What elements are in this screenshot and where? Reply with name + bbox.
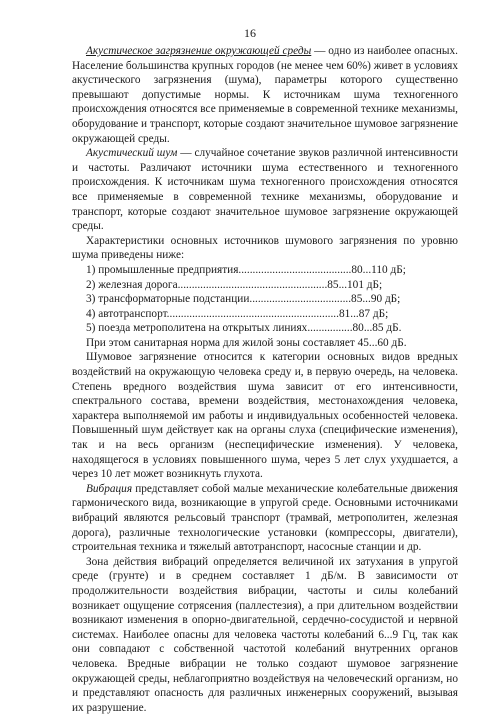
list-item-value: 81...87 дБ;	[338, 307, 389, 320]
term-acoustic-pollution: Акустическое загрязнение окружающей среды	[86, 45, 312, 57]
paragraph-text: — одно из наиболее опасных. Население большинства крупных городов (не менее чем 60%) живет в условиях акустического загрязнения (шума), параметры которого существенно превышают допустимые нормы. К источникам шума техногенного происхождения относятся все применяемые в современной технике механизмы, оборудование и транспорт, которые создают значительное шумовое загрязнение окружающей среды.	[72, 45, 458, 145]
leader-dots: ........................................	[238, 263, 352, 276]
sanitary-norm-line: При этом санитарная норма для жилой зоны составляет 45...60 дБ.	[86, 336, 407, 349]
list-item	[72, 278, 458, 293]
page-number: 16	[244, 26, 256, 40]
leader-dots: ................	[307, 322, 353, 335]
list-item-value: 80...85 дБ.	[352, 322, 402, 335]
paragraph-vibration	[72, 482, 458, 555]
term-acoustic-noise: Акустический шум	[86, 147, 178, 160]
page-body	[72, 44, 458, 715]
list-item-label: 5) поезда метрополитена на открытых линиях	[86, 322, 308, 335]
leader-dots: .............................................................	[166, 307, 339, 320]
list-item	[72, 321, 458, 336]
list-item-label: 2) железная дорога	[86, 278, 178, 291]
paragraph-vibration-zone: Зона действия вибраций определяется величиной их затухания в упругой среде (грунте) и в среднем составляет 1 дБ/м. В зависимости от продолжительности воздействия вибрации, частоты и силы колебаний возникает ощущение сотрясения (паллестезия), а при длительном воздействии возникают изменения в опорно-двигательной, сердечно-сосудистой и нервной системах. Наиболее опасны для человека частоты колебаний 6...9 Гц, так как они совпадают с собственной частотой колебаний внутренних органов человека. Вредные вибрации не только создают шумовое загрязнение окружающей среды, неблагоприятно воздействуя на человеческий организм, но и представляют опасность для различных инженерных сооружений, вызывая их разрушение.	[72, 555, 458, 714]
term-vibration: Вибрация	[86, 482, 133, 495]
leader-dots: .....................................................	[177, 278, 328, 291]
paragraph-noise-impact: Шумовое загрязнение относится к категории основных видов вредных воздействий на окружающую человека среду и, в первую очередь, на человека. Степень вредного воздействия шума зависит от его интенсивности, спектрального состава, времени воздействия, местонахождения человека, характера выполняемой им работы и индивидуальных особенностей человека. Повышенный шум действует как на органы слуха (специфические изменения), так и на весь организм (неспецифические изменения). У человека, находящегося в условиях повышенного шума, через 5 лет слух ухудшается, а через 10 лет может возникнуть глухота.	[72, 351, 458, 481]
paragraph-acoustic-noise	[72, 146, 458, 234]
noise-levels-list	[72, 263, 458, 336]
list-item	[72, 307, 458, 322]
list-item-label: 4) автотранспорт	[86, 307, 167, 320]
list-item	[72, 292, 458, 307]
list-item-value: 80...110 дБ;	[351, 263, 406, 276]
paragraph-acoustic-pollution	[72, 44, 458, 146]
paragraph-text: — случайное сочетание звуков различной интенсивности и частоты. Различают источники шума естественного и техногенного происхождения. К источникам шума техногенного происхождения относятся все применяемые в современной технике механизмы, оборудование и транспорт, которые создают значительное шумовое загрязнение окружающей среды.	[72, 147, 458, 233]
list-item	[72, 263, 458, 278]
list-item-value: 85...90 дБ;	[351, 293, 401, 306]
list-item-label: 3) трансформаторные подстанции	[86, 293, 250, 306]
leader-dots: ....................................	[249, 293, 352, 306]
paragraph-text: представляет собой малые механические колебательные движения гармонического вида, возникающие в упругой среде. Основными источниками вибраций являются рельсовый транспорт (трамвай, метрополитен, железная дорога), различные технологические установки (компрессоры, двигатели), строительная техника и тяжелый автотранспорт, насосные станции и др.	[72, 482, 458, 554]
list-item-value: 85...101 дБ;	[327, 278, 383, 291]
paragraph-noise-sources-intro: Характеристики основных источников шумового загрязнения по уровню шума приведены ниже:	[72, 234, 458, 262]
list-item-label: 1) промышленные предприятия	[86, 263, 239, 276]
